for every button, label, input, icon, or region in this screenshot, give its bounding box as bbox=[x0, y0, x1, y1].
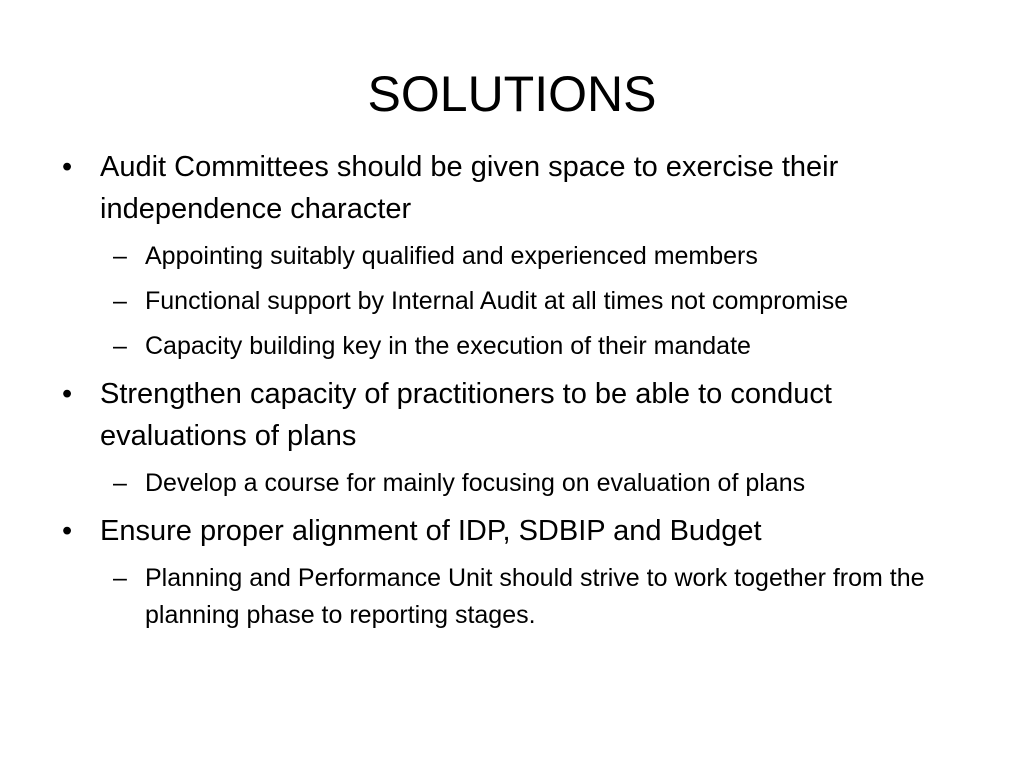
sub-bullet-text: Planning and Performance Unit should strive to work together from the planning phase to reporting stages. bbox=[145, 564, 925, 629]
bullet-item bbox=[62, 510, 962, 552]
bullet-item bbox=[62, 146, 962, 230]
sub-bullet-item bbox=[100, 328, 962, 365]
bullet-item bbox=[62, 373, 962, 457]
bullet-dot-icon: • bbox=[62, 378, 73, 410]
dash-icon: – bbox=[113, 287, 127, 315]
sub-bullet-text: Appointing suitably qualified and experienced members bbox=[145, 242, 758, 270]
bullet-dot-icon: • bbox=[62, 151, 73, 183]
bullet-list bbox=[62, 146, 962, 642]
sub-bullet-text: Capacity building key in the execution of their mandate bbox=[145, 332, 751, 360]
sub-bullet-item bbox=[100, 238, 962, 275]
bullet-dot-icon: • bbox=[62, 515, 73, 547]
dash-icon: – bbox=[113, 242, 127, 270]
slide-title: SOLUTIONS bbox=[367, 66, 657, 122]
bullet-text: Ensure proper alignment of IDP, SDBIP and Budget bbox=[100, 515, 762, 547]
dash-icon: – bbox=[113, 469, 127, 497]
sub-bullet-text: Functional support by Internal Audit at all times not compromise bbox=[145, 287, 849, 315]
sub-bullet-item bbox=[100, 283, 962, 320]
sub-bullet-item bbox=[100, 465, 962, 502]
bullet-text: Strengthen capacity of practitioners to be able to conduct evaluations of plans bbox=[100, 378, 832, 452]
sub-bullet-item bbox=[100, 560, 962, 634]
bullet-text: Audit Committees should be given space to exercise their independence character bbox=[100, 151, 839, 225]
sub-bullet-text: Develop a course for mainly focusing on evaluation of plans bbox=[145, 469, 806, 497]
dash-icon: – bbox=[113, 564, 127, 592]
dash-icon: – bbox=[113, 332, 127, 360]
